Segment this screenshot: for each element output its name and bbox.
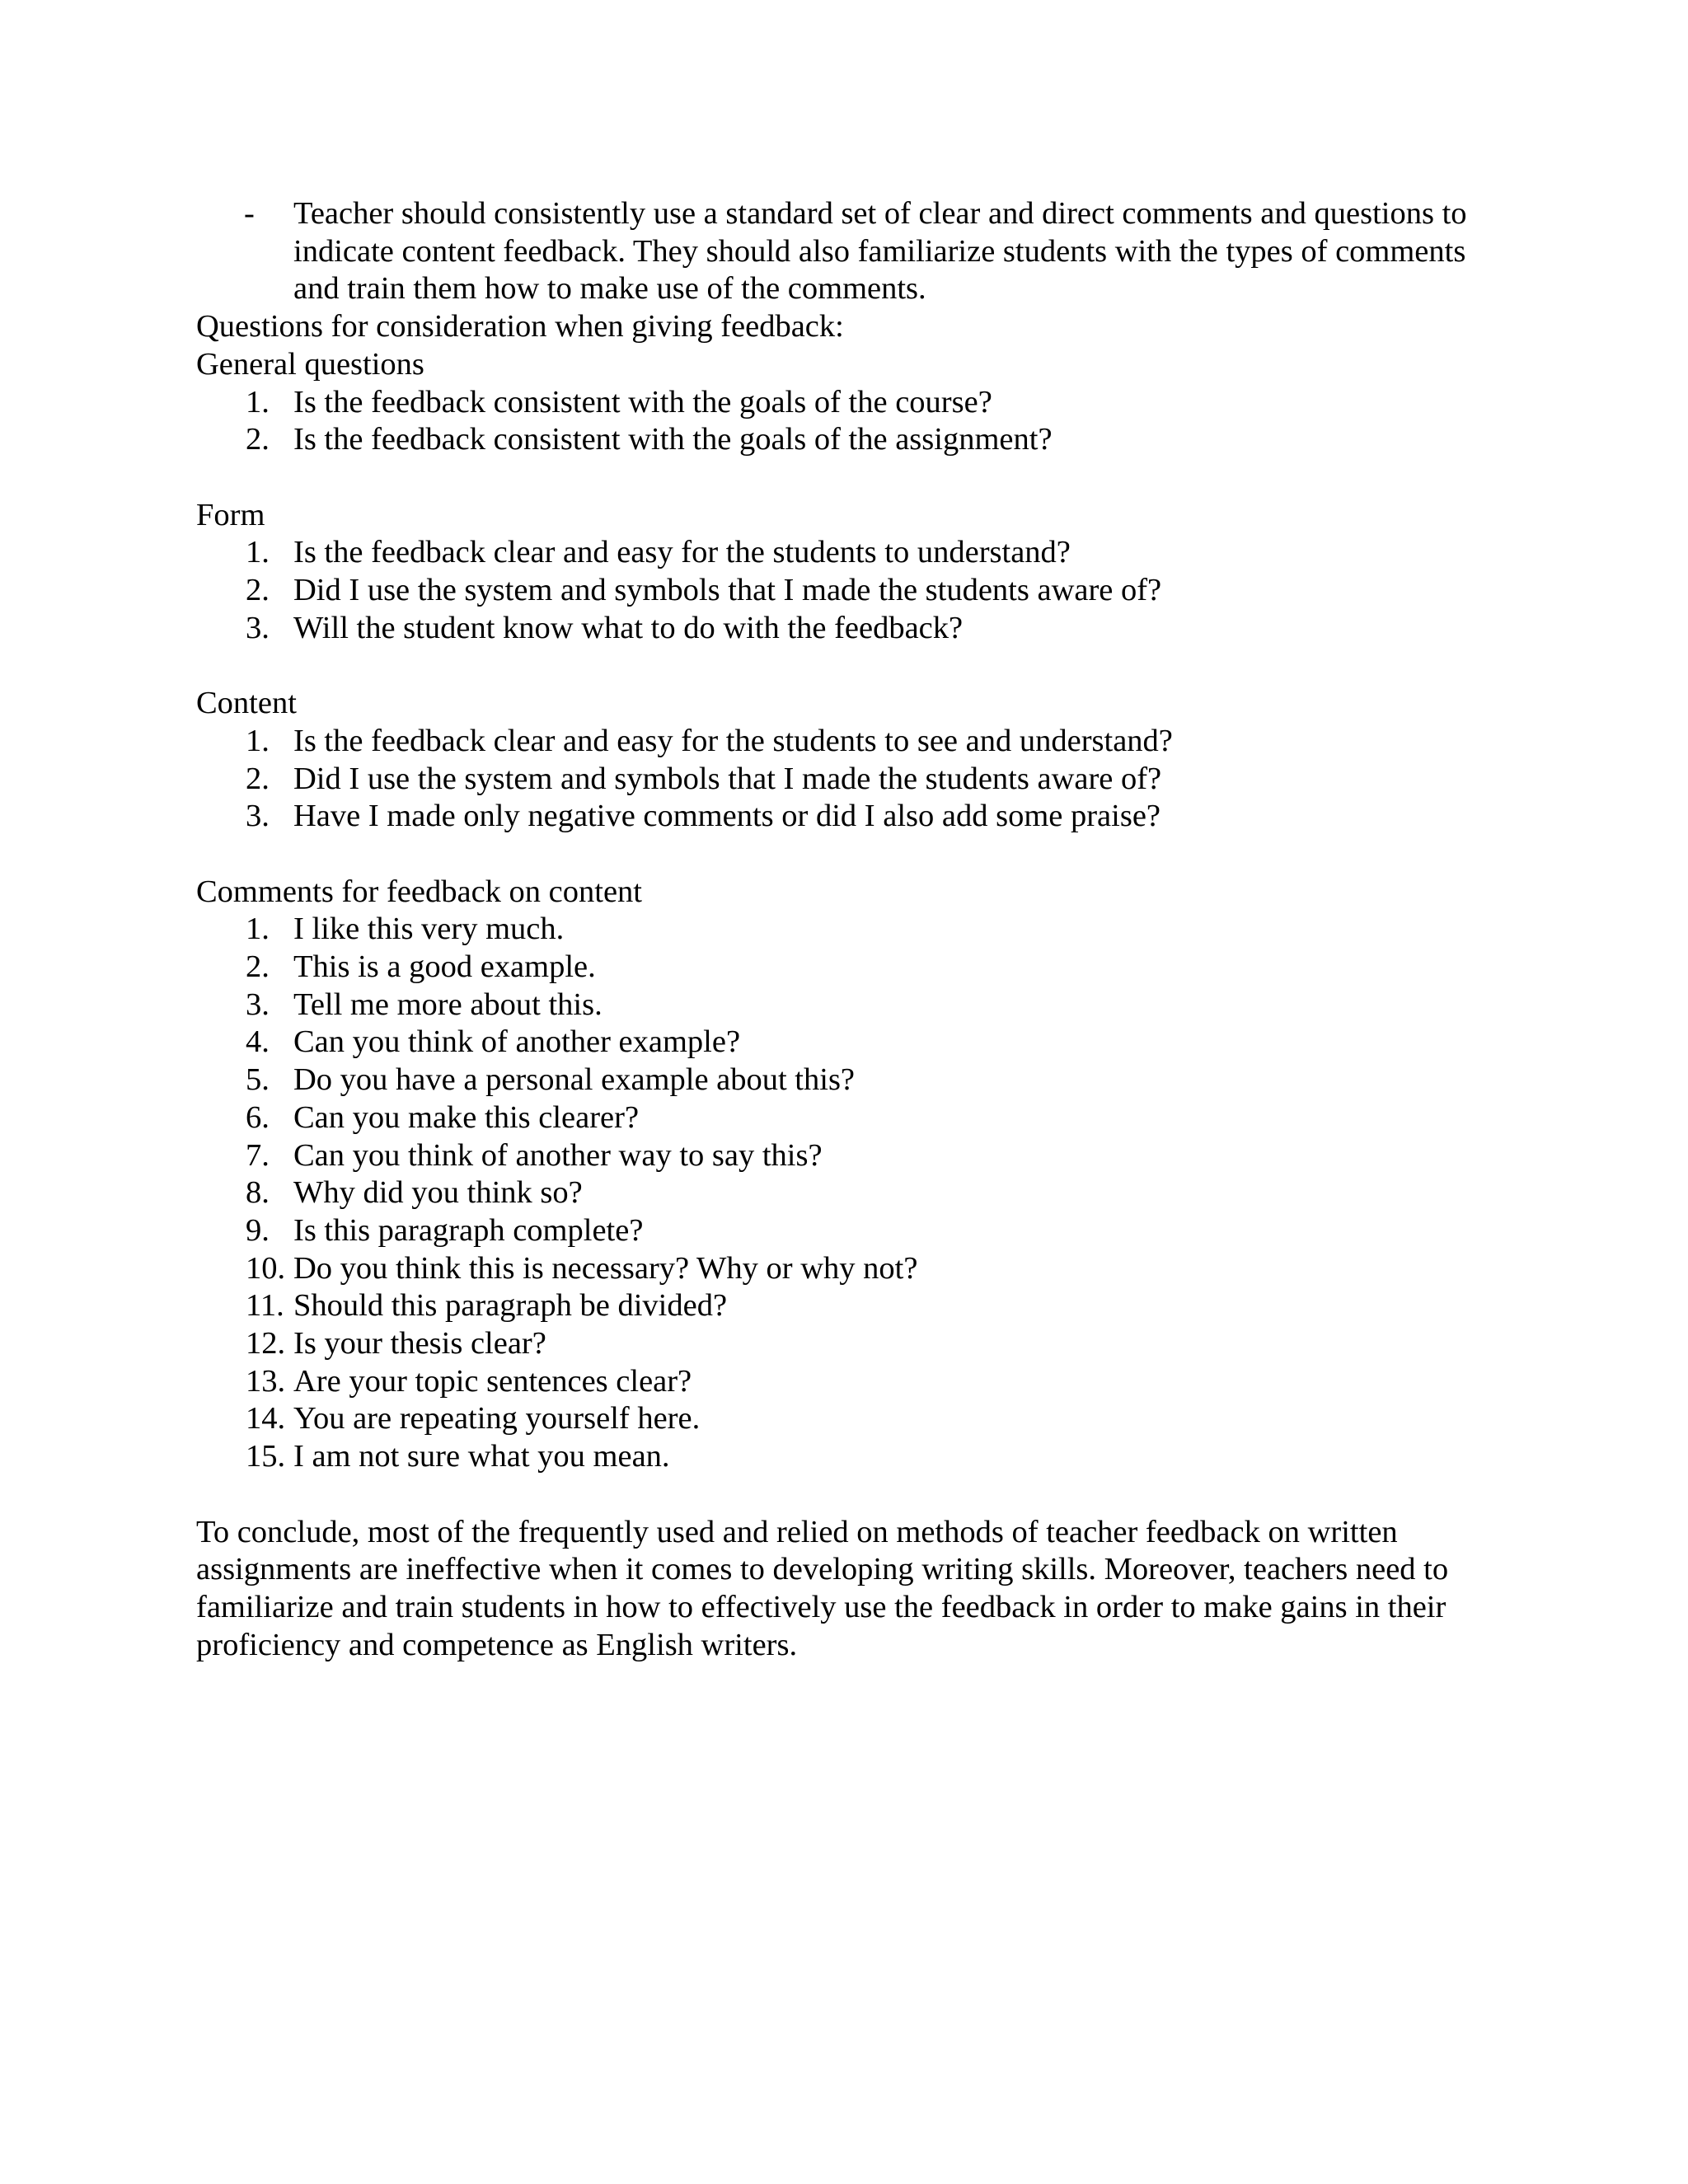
list-number: 8. bbox=[246, 1175, 270, 1211]
list-item bbox=[196, 1024, 1482, 1062]
list-number: 14. bbox=[246, 1401, 286, 1436]
comments-list bbox=[196, 911, 1482, 1476]
list-item bbox=[196, 1099, 1482, 1137]
list-number: 11. bbox=[246, 1288, 284, 1324]
list-item-text: Is this paragraph complete? bbox=[293, 1212, 644, 1248]
list-item bbox=[196, 1212, 1482, 1250]
list-item-text: Do you have a personal example about this? bbox=[293, 1062, 856, 1098]
list-item-text: Did I use the system and symbols that I made the students aware of? bbox=[293, 761, 1162, 796]
list-item bbox=[196, 1062, 1482, 1099]
list-item-text: Did I use the system and symbols that I made the students aware of? bbox=[293, 573, 1162, 608]
list-item-text: Is the feedback clear and easy for the students to see and understand? bbox=[293, 723, 1173, 758]
list-item bbox=[196, 1363, 1482, 1401]
list-number: 4. bbox=[246, 1024, 270, 1060]
list-item bbox=[196, 384, 1482, 422]
list-number: 2. bbox=[246, 422, 270, 457]
page-content bbox=[196, 195, 1482, 1664]
general-questions-list bbox=[196, 384, 1482, 459]
list-item-text: Why did you think so? bbox=[293, 1175, 583, 1211]
list-number: 15. bbox=[246, 1439, 286, 1474]
spacer bbox=[196, 836, 1482, 874]
list-item bbox=[196, 798, 1482, 836]
list-item bbox=[196, 1137, 1482, 1175]
list-item-text: Is the feedback consistent with the goals of the assignment? bbox=[293, 422, 1053, 457]
list-item bbox=[196, 1400, 1482, 1438]
bullet-marker: - bbox=[244, 196, 255, 231]
list-number: 12. bbox=[246, 1326, 286, 1361]
list-item-text: This is a good example. bbox=[293, 949, 596, 985]
list-item-text: Have I made only negative comments or did I also add some praise? bbox=[293, 799, 1161, 834]
list-item-text: Is the feedback clear and easy for the students to understand? bbox=[293, 535, 1071, 570]
list-number: 2. bbox=[246, 573, 270, 608]
list-number: 3. bbox=[246, 987, 270, 1022]
list-number: 3. bbox=[246, 610, 270, 645]
list-item-text: You are repeating yourself here. bbox=[293, 1401, 701, 1436]
list-item-text: I am not sure what you mean. bbox=[293, 1439, 670, 1474]
list-number: 10. bbox=[246, 1250, 286, 1286]
section-heading-form: Form bbox=[196, 497, 265, 532]
list-item bbox=[196, 1174, 1482, 1212]
section-heading-content: Content bbox=[196, 686, 297, 721]
list-item-text: Will the student know what to do with the feedback? bbox=[293, 610, 964, 645]
spacer bbox=[196, 647, 1482, 685]
list-item-text: Can you think of another example? bbox=[293, 1024, 741, 1060]
list-number: 6. bbox=[246, 1099, 270, 1135]
section-heading-general: General questions bbox=[196, 346, 424, 382]
list-item-text: Can you think of another way to say this? bbox=[293, 1137, 823, 1173]
list-item-text: Can you make this clearer? bbox=[293, 1099, 640, 1135]
list-item bbox=[196, 1287, 1482, 1325]
intro-heading: Questions for consideration when giving feedback: bbox=[196, 309, 844, 344]
bullet-item bbox=[196, 195, 1482, 308]
section-heading-comments: Comments for feedback on content bbox=[196, 874, 642, 909]
list-item bbox=[196, 421, 1482, 459]
list-item-text: Tell me more about this. bbox=[293, 987, 603, 1022]
list-number: 5. bbox=[246, 1062, 270, 1098]
list-item bbox=[196, 949, 1482, 987]
list-item-text: Do you think this is necessary? Why or why not? bbox=[293, 1250, 918, 1286]
list-number: 3. bbox=[246, 799, 270, 834]
list-item bbox=[196, 1325, 1482, 1363]
list-item bbox=[196, 1250, 1482, 1288]
list-number: 1. bbox=[246, 535, 270, 570]
list-item-text: Is the feedback consistent with the goals of the course? bbox=[293, 384, 992, 419]
list-number: 13. bbox=[246, 1363, 286, 1399]
list-item bbox=[196, 761, 1482, 799]
list-item-text: Should this paragraph be divided? bbox=[293, 1288, 728, 1324]
list-item-text: Are your topic sentences clear? bbox=[293, 1363, 692, 1399]
list-item bbox=[196, 911, 1482, 949]
form-questions-list bbox=[196, 534, 1482, 647]
list-number: 1. bbox=[246, 723, 270, 758]
list-number: 2. bbox=[246, 761, 270, 796]
spacer bbox=[196, 459, 1482, 497]
list-item bbox=[196, 987, 1482, 1024]
list-number: 1. bbox=[246, 384, 270, 419]
bullet-text: Teacher should consistently use a standard set of clear and direct comments and questions to indicate content feedback. They should also familiarize students with the types of comments and train them how to make use of the comments. bbox=[293, 196, 1467, 307]
list-item bbox=[196, 534, 1482, 572]
list-item-text: I like this very much. bbox=[293, 912, 565, 947]
list-item bbox=[196, 572, 1482, 610]
conclusion-paragraph: To conclude, most of the frequently used and relied on methods of teacher feedback on written assignments are ineffective when it comes to developing writing skills. Moreover, teachers need to familiarize and train students in how to effectively use the feedback in order to make gains in their proficiency and competence as English writers. bbox=[196, 1514, 1449, 1662]
list-item bbox=[196, 1438, 1482, 1476]
list-number: 9. bbox=[246, 1212, 270, 1248]
list-number: 1. bbox=[246, 912, 270, 947]
content-questions-list bbox=[196, 723, 1482, 836]
list-item bbox=[196, 610, 1482, 648]
spacer bbox=[196, 1476, 1482, 1514]
list-item bbox=[196, 723, 1482, 761]
list-number: 2. bbox=[246, 949, 270, 985]
list-item-text: Is your thesis clear? bbox=[293, 1326, 546, 1361]
list-number: 7. bbox=[246, 1137, 270, 1173]
